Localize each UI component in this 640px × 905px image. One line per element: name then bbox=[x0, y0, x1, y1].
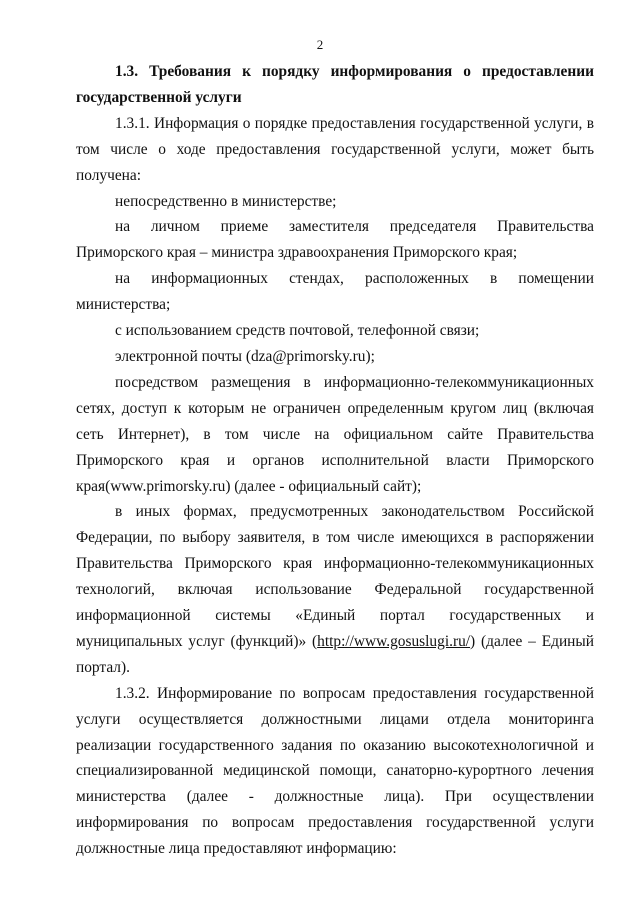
other-forms-text: в иных формах, предусмотренных законодательством Российской Федерации, по выбору заявителя, в том числе имеющихся в распоряжении Правительства Приморского края информационно-телекоммуникационных технологий, включая использование Федеральной государственной информационной системы «Единый портал государственных и муниципальных услуг (функций)» ( bbox=[76, 503, 594, 650]
gosuslugi-link[interactable]: http://www.gosuslugi.ru/ bbox=[317, 632, 471, 650]
list-item-info-stands: на информационных стендах, расположенных в помещении министерства; bbox=[76, 270, 594, 314]
page-number: 2 bbox=[316, 37, 324, 52]
document-body bbox=[76, 59, 594, 862]
list-item-postal-phone: с использованием средств почтовой, телефонной связи; bbox=[115, 322, 480, 340]
paragraph-1-3-1: 1.3.1. Информация о порядке предоставления государственной услуги, в том числе о ходе предоставления государственной услуги, может быть получена: bbox=[76, 114, 594, 184]
other-forms-tail: ) (далее – Единый портал). bbox=[76, 632, 594, 676]
list-item-email: электронной почты (dza@primorsky.ru); bbox=[115, 347, 375, 365]
section-heading: 1.3. Требования к порядку информирования о предоставлении государственной услуги bbox=[76, 63, 594, 106]
list-item-ministry: непосредственно в министерстве; bbox=[115, 192, 337, 210]
list-item-personal-reception: на личном приеме заместителя председателя Правительства Приморского края – министра здравоохранения Приморского края; bbox=[76, 218, 594, 262]
list-item-internet: посредством размещения в информационно-телекоммуникационных сетях, доступ к которым не ограничен определенным кругом лиц (включая сеть Интернет), в том числе на официальном сайте Правительства Приморского края и органов исполнительной власти Приморского края(www.primorsky.ru) (далее - официальный сайт); bbox=[76, 373, 594, 495]
paragraph-1-3-2: 1.3.2. Информирование по вопросам предоставления государственной услуги осуществляется должностными лицами отдела мониторинга реализации государственного задания по оказанию высокотехнологичной и специализированной медицинской помощи, санаторно-курортного лечения министерства (далее - должностные лица). При осуществлении информирования по вопросам предоставления государственной услуги должностные лица предоставляют информацию: bbox=[76, 684, 594, 858]
list-item-other-forms bbox=[76, 499, 594, 680]
